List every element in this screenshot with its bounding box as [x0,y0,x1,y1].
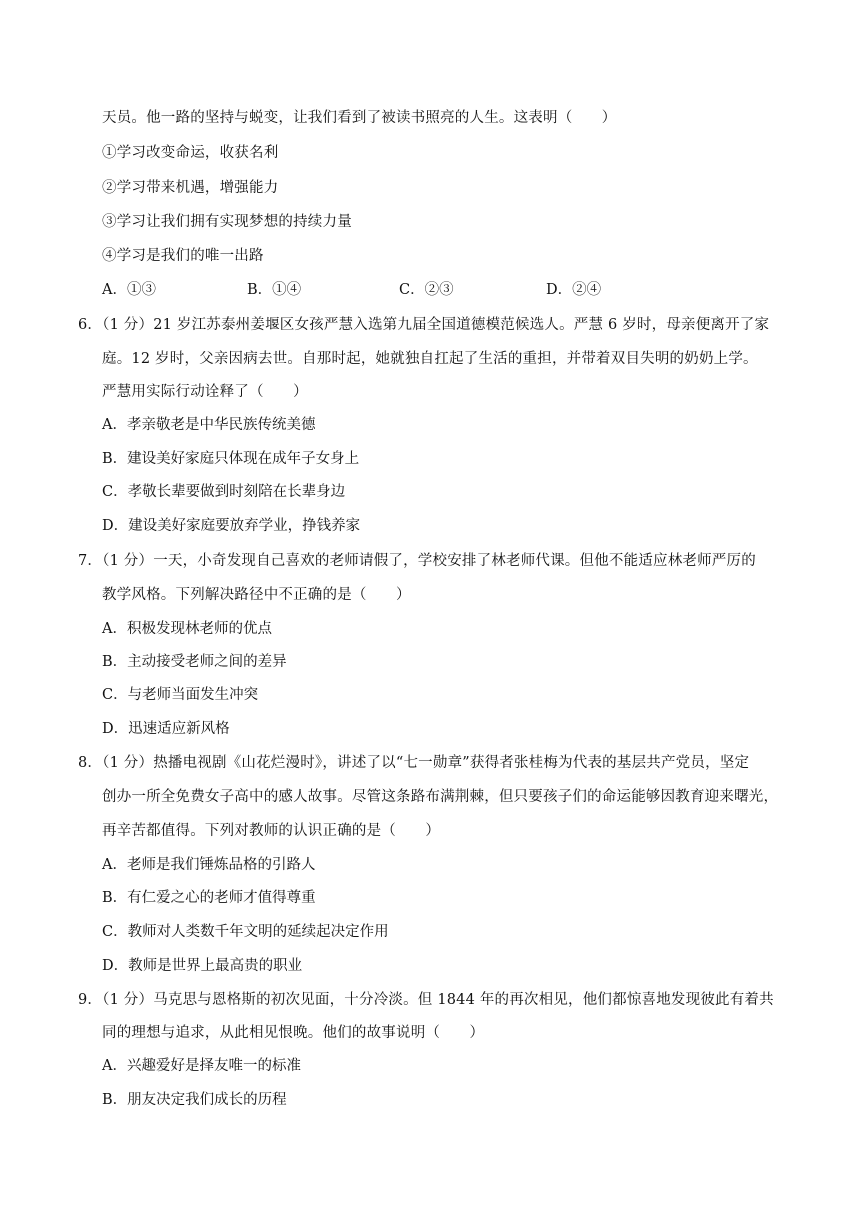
q5-option-a: A．①③ [102,282,156,298]
q5-item-2: ②学习带来机遇，增强能力 [102,180,279,196]
q5-item-4: ④学习是我们的唯一出路 [102,248,264,264]
q8-stem-line-2: 创办一所全免费女子高中的感人故事。尽管这条路布满荆棘，但只要孩子们的命运能够因教育迎来曙光， [102,789,779,805]
q7-option-d: D．迅速适应新风格 [102,721,230,737]
q5-item-1: ①学习改变命运，收获名利 [102,145,279,161]
q9-option-b: B．朋友决定我们成长的历程 [102,1092,287,1108]
q7-option-a: A．积极发现林老师的优点 [102,621,272,637]
q6-stem-line-3: 严慧用实际行动诠释了（ ） [102,384,308,400]
q8-option-d: D．教师是世界上最高贵的职业 [102,958,303,974]
q6-option-a: A．孝亲敬老是中华民族传统美德 [102,417,316,433]
q9-stem-line-1: 9．（1 分）马克思与恩格斯的初次见面，十分冷淡。但 1844 年的再次相见，他们都惊喜地发现彼此有着共 [78,992,774,1008]
q8-stem-line-3: 再辛苦都值得。下列对教师的认识正确的是（ ） [102,823,441,839]
q7-option-b: B．主动接受老师之间的差异 [102,654,287,670]
q8-option-a: A．老师是我们锤炼品格的引路人 [102,857,316,873]
q7-stem-line-1: 7．（1 分）一天，小奇发现自己喜欢的老师请假了，学校安排了林老师代课。但他不能适应林老师严厉的 [78,553,756,569]
q9-option-a: A．兴趣爱好是择友唯一的标准 [102,1058,301,1074]
q5-option-c: C．②③ [399,282,454,298]
q9-stem-line-2: 同的理想与追求，从此相见恨晚。他们的故事说明（ ） [102,1025,485,1041]
q8-option-c: C．教师对人类数千年文明的延续起决定作用 [102,924,389,940]
q7-stem-line-2: 教学风格。下列解决路径中不正确的是（ ） [102,587,411,603]
q6-option-d: D．建设美好家庭要放弃学业，挣钱养家 [102,518,361,534]
q6-option-b: B．建设美好家庭只体现在成年子女身上 [102,451,360,467]
q6-option-c: C．孝敬长辈要做到时刻陪在长辈身边 [102,484,346,500]
q6-stem-line-2: 庭。12 岁时，父亲因病去世。自那时起，她就独自扛起了生活的重担，并带着双目失明的奶奶上学。 [102,351,758,367]
q7-option-c: C．与老师当面发生冲突 [102,687,259,703]
q5-option-d: D．②④ [546,282,602,298]
q8-stem-line-1: 8．（1 分）热播电视剧《山花烂漫时》，讲述了以“七一勋章”获得者张桂梅为代表的基层共产党员，坚定 [78,755,750,771]
q5-item-3: ③学习让我们拥有实现梦想的持续力量 [102,214,352,230]
q6-stem-line-1: 6．（1 分）21 岁江苏泰州姜堰区女孩严慧入选第九届全国道德模范候选人。严慧 6 岁时，母亲便离开了家 [78,317,770,333]
q5-option-b: B．①④ [247,282,302,298]
q8-option-b: B．有仁爱之心的老师才值得尊重 [102,890,316,906]
q5-stem-continuation: 天员。他一路的坚持与蜕变，让我们看到了被读书照亮的人生。这表明（ ） [102,110,617,126]
